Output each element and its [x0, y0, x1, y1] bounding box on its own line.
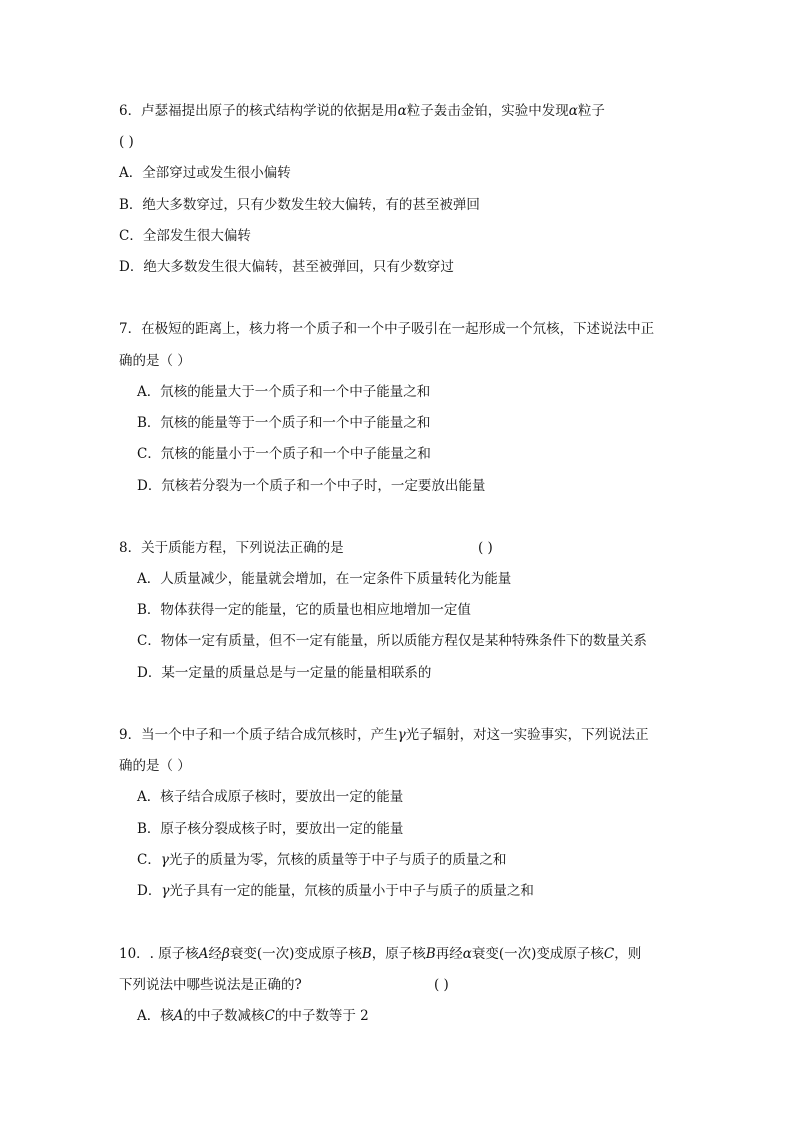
- alpha-symbol: α: [462, 946, 472, 962]
- q10-stem-text: ，原子核: [371, 946, 426, 962]
- q9-option-d: [137, 882, 534, 900]
- q10-stem-text: ，则: [614, 946, 642, 962]
- option-text: 的中子数减核: [183, 1008, 265, 1024]
- gamma-symbol: γ: [397, 727, 406, 743]
- q6-stem-text: 6．卢瑟福提出原子的核式结构学说的依据是用: [119, 103, 398, 119]
- q9-option-c: [137, 851, 506, 869]
- q6-option-c: C．全部发生很大偏转: [119, 228, 251, 244]
- q10-stem-text: 再经: [435, 946, 463, 962]
- q9-option-b: B．原子核分裂成核子时，要放出一定的能量: [137, 821, 404, 837]
- q8-option-a: A．人质量减少，能量就会增加，在一定条件下质量转化为能量: [137, 571, 512, 587]
- q9-stem-line1: [119, 726, 649, 744]
- q7-stem-line1: 7．在极短的距离上，核力将一个质子和一个中子吸引在一起形成一个氘核，下述说法中正: [119, 321, 655, 337]
- q8-option-b: B．物体获得一定的能量，它的质量也相应地增加一定值: [137, 602, 471, 618]
- option-text: 的中子数等于 2: [274, 1008, 369, 1024]
- q7-stem-line2: 确的是（ ）: [119, 353, 191, 369]
- option-letter: D．: [137, 883, 162, 899]
- nucleus-c-symbol: C: [264, 1008, 275, 1024]
- q6-stem-text: 粒子轰击金铂，实验中发现: [406, 103, 569, 119]
- q10-stem-text: 衰变(一次)变成原子核: [229, 946, 362, 962]
- q8-option-d: D．某一定量的质量总是与一定量的能量相联系的: [137, 665, 432, 681]
- q7-option-b: B．氘核的能量等于一个质子和一个中子能量之和: [137, 415, 431, 431]
- q9-stem-text: 光子辐射，对这一实验事实，下列说法正: [405, 727, 649, 743]
- q8-answer-paren: ( ): [478, 540, 493, 556]
- nucleus-a-symbol: A: [198, 946, 209, 962]
- q10-option-a: [137, 1007, 369, 1025]
- q6-option-d: D．绝大多数发生很大偏转，甚至被弹回，只有少数穿过: [119, 259, 454, 275]
- q6-option-b: B．绝大多数穿过，只有少数发生较大偏转，有的甚至被弹回: [119, 197, 480, 213]
- q10-answer-paren: ( ): [434, 977, 449, 993]
- nucleus-c-symbol: C: [603, 946, 615, 962]
- q9-stem-text: 9．当一个中子和一个质子结合成氘核时，产生: [119, 727, 398, 743]
- gamma-symbol: γ: [160, 852, 169, 868]
- q6-stem-text: 粒子: [577, 103, 605, 119]
- q9-stem-line2: 确的是（ ）: [119, 758, 191, 774]
- option-text: 光子具有一定的能量，氘核的质量小于中子与质子的质量之和: [169, 883, 534, 899]
- q6-answer-paren: ( ): [119, 134, 134, 150]
- beta-symbol: β: [222, 946, 230, 962]
- nucleus-a-symbol: A: [173, 1008, 184, 1024]
- q6-stem-line1: [119, 102, 605, 120]
- q6-option-a: A．全部穿过或发生很小偏转: [119, 165, 291, 181]
- gamma-symbol: γ: [161, 883, 170, 899]
- q10-stem-line1: [119, 945, 641, 963]
- alpha-symbol: α: [397, 103, 407, 119]
- q7-option-d: D．氘核若分裂为一个质子和一个中子时，一定要放出能量: [137, 478, 486, 494]
- q8-option-c: C．物体一定有质量，但不一定有能量，所以质能方程仅是某种特殊条件下的数量关系: [137, 633, 647, 649]
- q10-stem-text: 衰变(一次)变成原子核: [471, 946, 604, 962]
- q10-stem-text: 经: [208, 946, 223, 962]
- option-text: 光子的质量为零，氘核的质量等于中子与质子的质量之和: [168, 852, 507, 868]
- option-text: A．核: [137, 1008, 174, 1024]
- q7-option-c: C．氘核的能量小于一个质子和一个中子能量之和: [137, 446, 431, 462]
- alpha-symbol: α: [568, 103, 578, 119]
- nucleus-b-symbol: B: [425, 946, 436, 962]
- q10-stem-line2: 下列说法中哪些说法是正确的?: [119, 977, 302, 993]
- q8-stem: 8．关于质能方程，下列说法正确的是: [119, 540, 344, 556]
- option-letter: C．: [137, 852, 161, 868]
- q9-option-a: A．核子结合成原子核时，要放出一定的能量: [137, 789, 404, 805]
- q10-stem-text: 10．. 原子核: [119, 946, 199, 962]
- nucleus-b-symbol: B: [361, 946, 372, 962]
- q7-option-a: A．氘核的能量大于一个质子和一个中子能量之和: [137, 384, 431, 400]
